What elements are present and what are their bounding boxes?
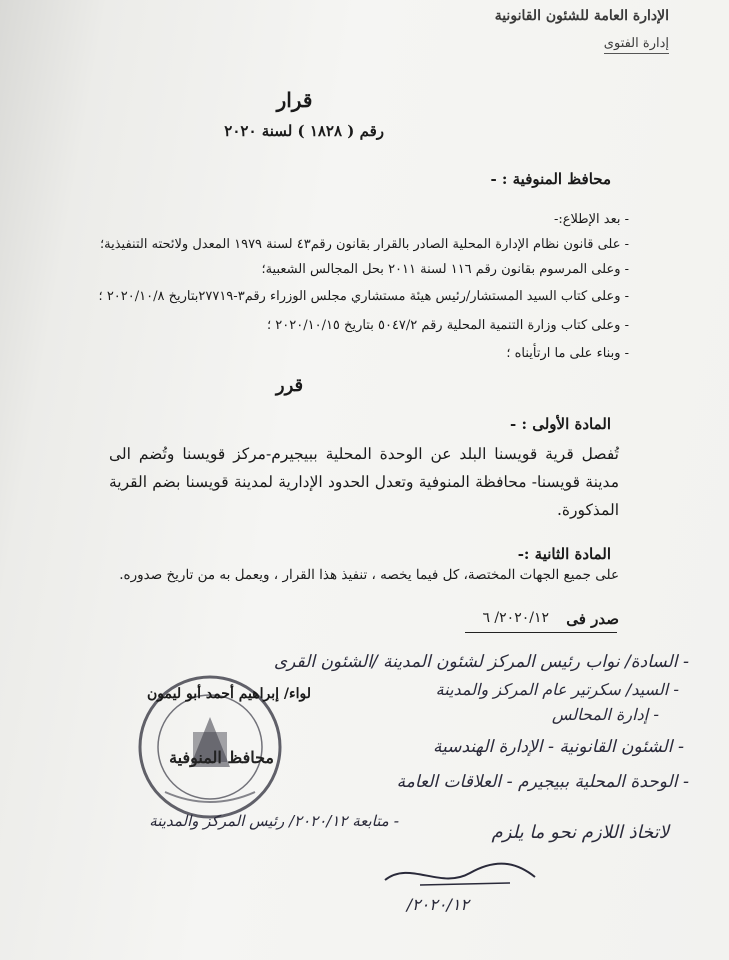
handwritten-line: - إدارة المحالس [551, 705, 659, 724]
issued-label: صدر فى [566, 610, 619, 628]
handwritten-line: - متابعة ٢٠٢٠/١٢/ رئيس المركز والمدينة [149, 812, 399, 830]
article2-body: على جميع الجهات المختصة، كل فيما يخصه ، تنفيذ هذا القرار ، ويعمل به من تاريخ صدوره. [119, 567, 619, 583]
prelude-line: - وعلى كتاب وزارة التنمية المحلية رقم ٥٠٤٧/٢ بتاريخ ٢٠٢٠/١٠/١٥ ؛ [267, 318, 629, 333]
issued-date: ٢٠٢٠/١٢/ ٦ [482, 610, 549, 626]
signer-name: لواء/ إبراهيم أحمد أبو ليمون [146, 686, 311, 702]
decree-number: رقم ( ١٨٢٨ ) لسنة ٢٠٢٠ [224, 122, 384, 140]
header-subdepartment: إدارة الفتوى [604, 36, 669, 54]
handwritten-line: - السيد/ سكرتير عام المركز والمدينة [435, 680, 679, 699]
article2-heading: المادة الثانية :- [517, 545, 611, 563]
prelude-line: - وعلى المرسوم بقانون رقم ١١٦ لسنة ٢٠١١ بحل المجالس الشعبية؛ [261, 262, 629, 277]
handwritten-line: لاتخاذ اللازم نحو ما يلزم [491, 822, 669, 843]
prelude-line: - على قانون نظام الإدارة المحلية الصادر بالقرار بقانون رقم٤٣ لسنة ١٩٧٩ المعدل ولائحته التنفيذية؛ [100, 237, 629, 252]
governor-heading: محافظ المنوفية : - [490, 170, 611, 188]
article1-body: تُفصل قرية قويسنا البلد عن الوحدة المحلية ببيجيرم-مركز قويسنا وتُضم الى مدينة قويسنا- محافظة المنوفية وتعدل الحدود الإدارية لمدينة قويسنا بضم القرية المذكورة. [109, 445, 619, 519]
prelude-line: - وبناء على ما ارتأيناه ؛ [506, 346, 629, 361]
document-title: قرار [276, 88, 313, 112]
prelude-line: - وعلى كتاب السيد المستشار/رئيس هيئة مستشاري مجلس الوزراء رقم٣-٢٧٧١٩بتاريخ ٢٠٢٠/١٠/٨ ؛ [98, 289, 629, 304]
issued-underline [465, 632, 617, 633]
handwritten-line: - السادة/ نواب رئيس المركز لشئون المدينة /الشئون القرى [273, 652, 689, 672]
article1-heading: المادة الأولى : - [510, 415, 611, 433]
header-department: الإدارة العامة للشئون القانونية [494, 8, 669, 24]
handwritten-line: - الوحدة المحلية ببيجيرم - العلاقات العامة [396, 772, 689, 792]
decree-word: قرر [275, 375, 304, 396]
handwritten-line: - الشئون القانونية - الإدارة الهندسية [432, 737, 684, 757]
prelude-line: - بعد الإطلاع:- [553, 212, 629, 227]
handwritten-signature-icon [380, 855, 540, 895]
signer-title: محافظ المنوفية [169, 748, 274, 767]
handwritten-date: ٢٠٢٠/١٢/ [406, 895, 469, 914]
